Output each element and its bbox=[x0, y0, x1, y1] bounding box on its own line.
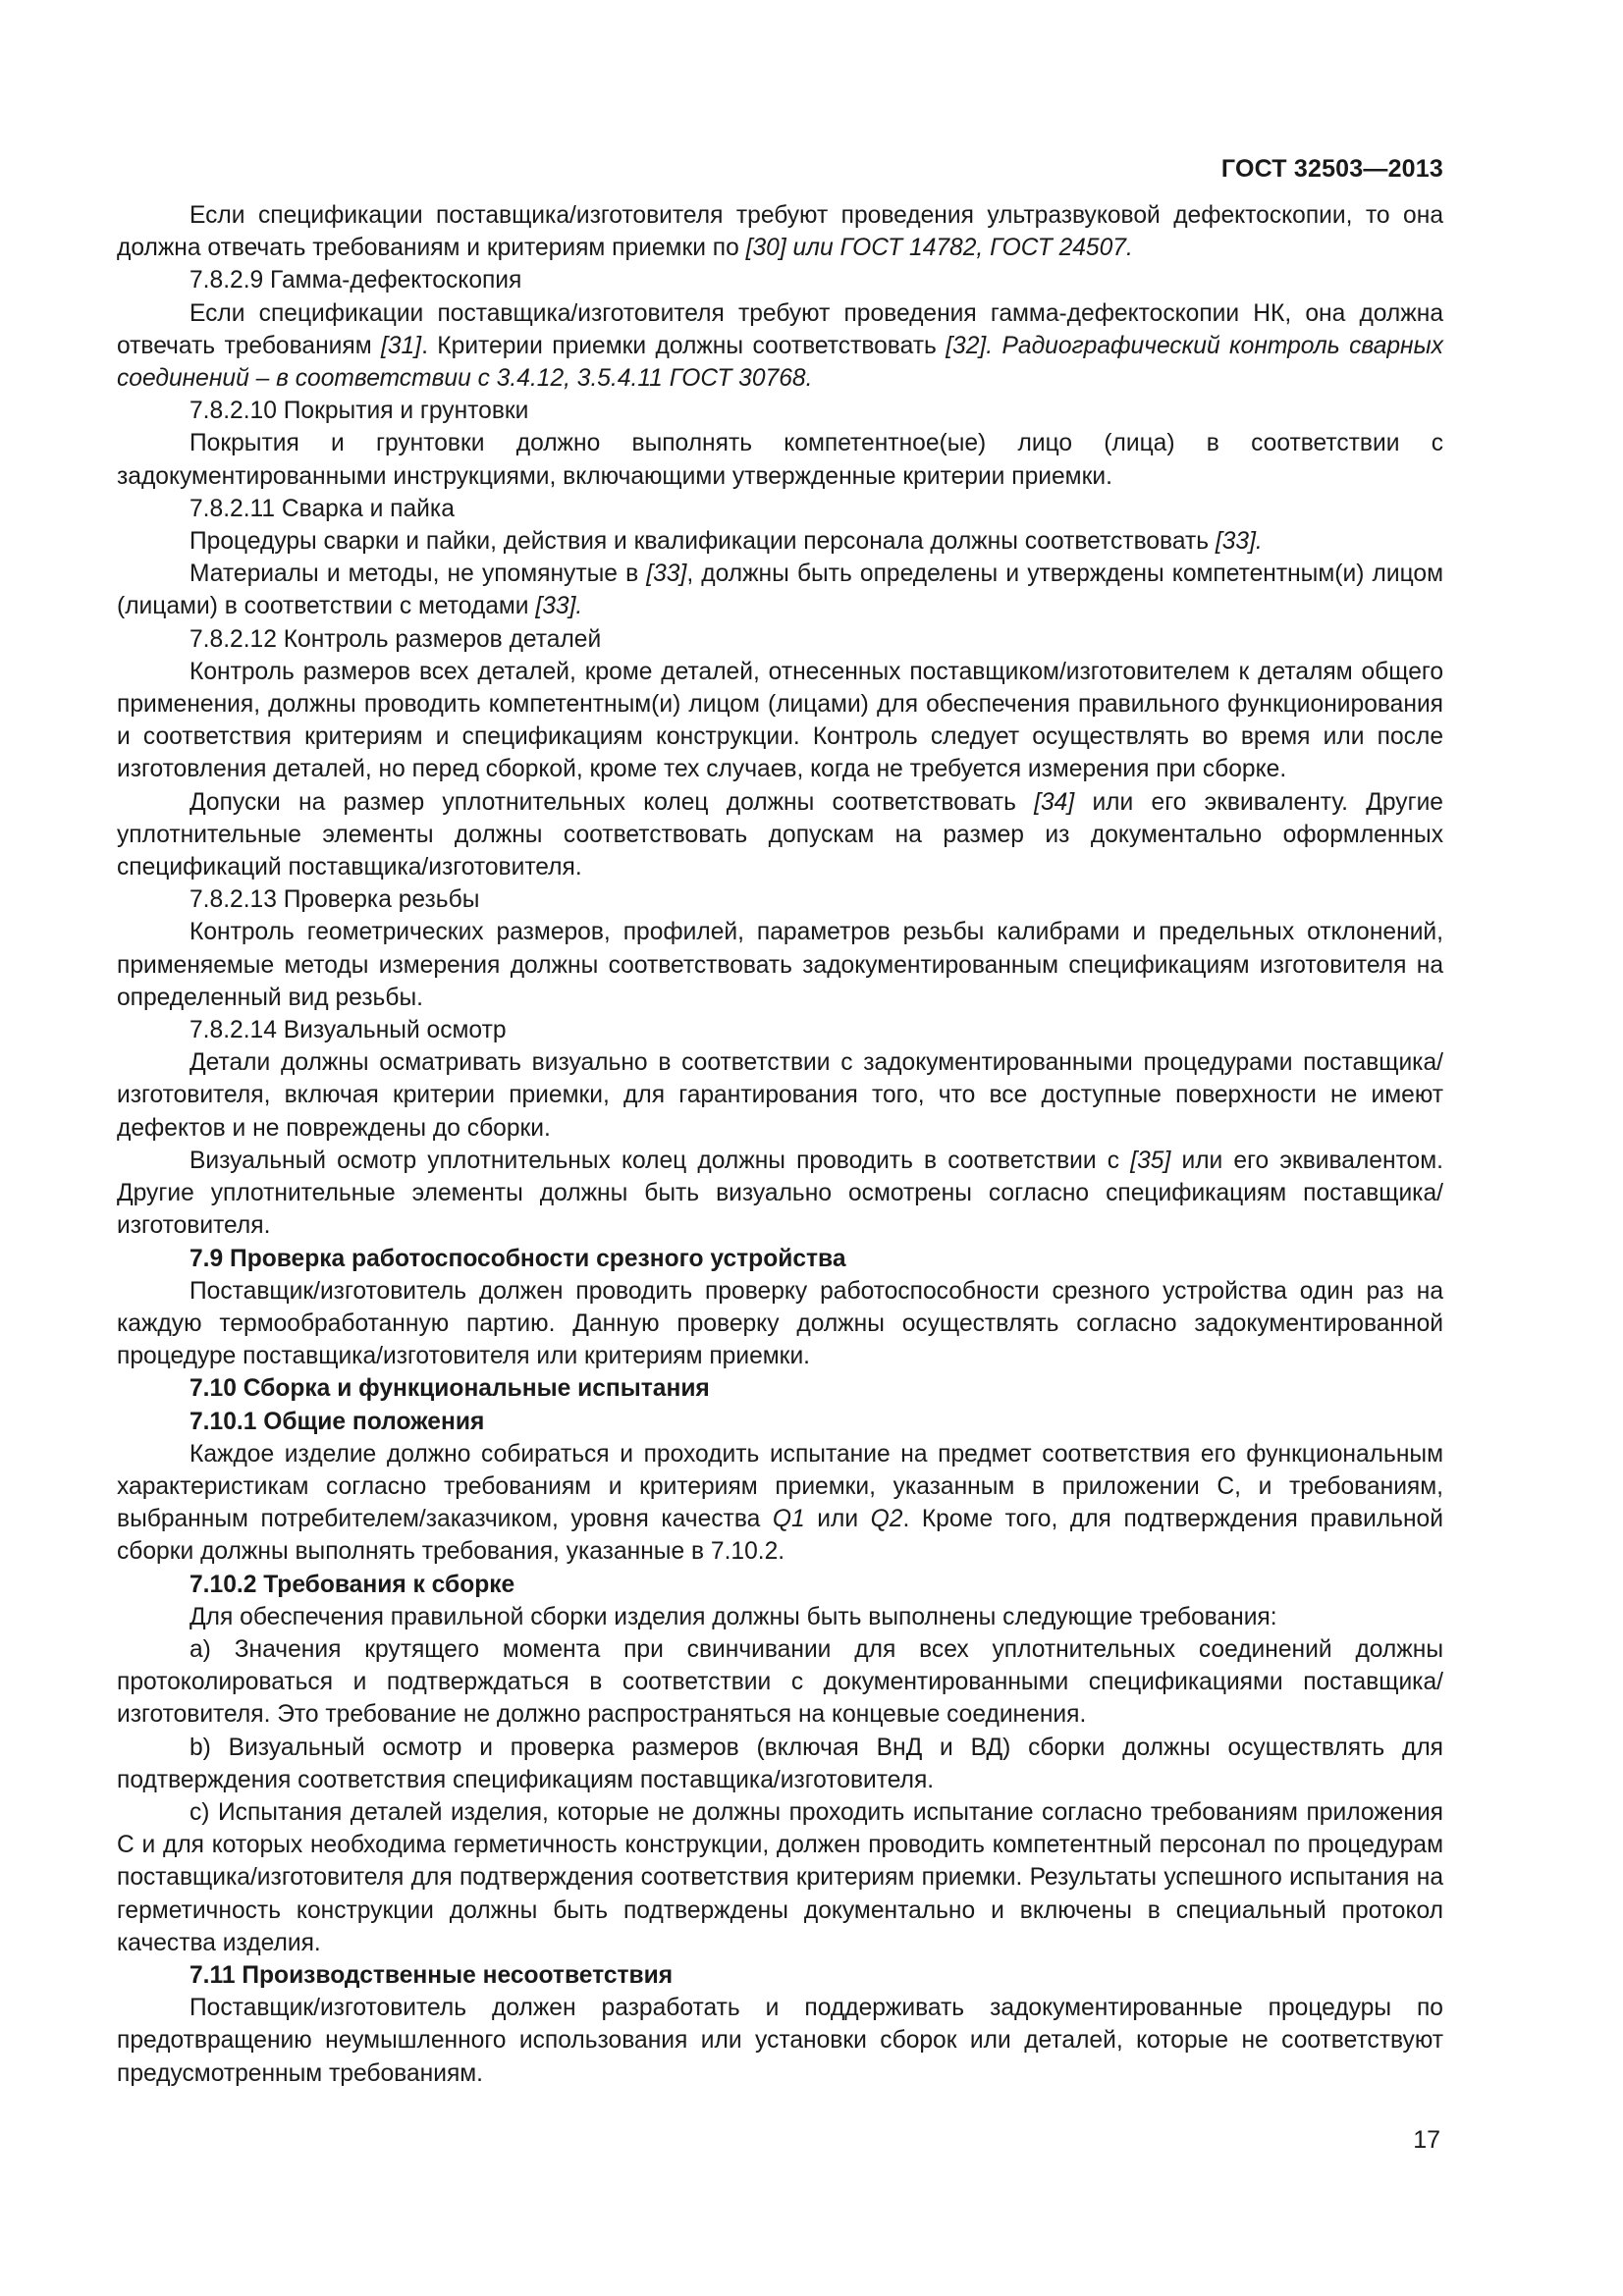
paragraph-coatings: Покрытия и грунтовки должно выполнять компетентное(ые) лицо (лица) в соответствии с задокументированными инструкциями, включающими утвержденные критерии приемки. bbox=[117, 430, 1443, 490]
paragraph-seal-ring-tolerances: Допуски на размер уплотнительных колец должны соответствовать [34] или его эквиваленту. Другие уплотнительные элементы должны соответствовать допускам на размер из документально оформленных спецификаций поставщика/изготовителя. bbox=[117, 788, 1443, 881]
paragraph-shear-device-check: Поставщик/изготовитель должен проводить проверку работоспособности срезного устройства один раз на каждую термообработанную партию. Данную проверку должны осуществлять согласно задокументированной процедуре поставщика/изготовителя или критериям приемки. bbox=[117, 1277, 1443, 1370]
clause-7-8-2-11-title: 7.8.2.11 Сварка и пайка bbox=[189, 495, 455, 522]
section-7-10-1-heading: 7.10.1 Общие положения bbox=[189, 1408, 485, 1435]
section-7-11-heading: 7.11 Производственные несоответствия bbox=[189, 1961, 674, 1989]
paragraph-assembly-requirements-intro: Для обеспечения правильной сборки изделия должны быть выполнены следующие требования: bbox=[189, 1603, 1277, 1630]
page-number: 17 bbox=[1413, 2126, 1440, 2154]
document-code-header: ГОСТ 32503—2013 bbox=[1220, 155, 1443, 183]
list-item-c-part-testing: с) Испытания деталей изделия, которые не должны проходить испытание согласно требованиям приложения С и для которых необходима герметичность конструкции, должен проводить компетентный персонал по процедурам поставщика/изготовителя для подтверждения соответствия критериям приемки. Результаты успешного испытания на герметичность конструкции должны быть подтверждены документально и включены в специальный протокол качества изделия. bbox=[117, 1798, 1443, 1956]
paragraph-ultrasonic-inspection: Если спецификации поставщика/изготовителя требуют проведения ультразвуковой дефектоскопии, то она должна отвечать требованиям и критериям приемки по [30] или ГОСТ 14782, ГОСТ 24507. bbox=[117, 202, 1443, 262]
clause-7-8-2-14-title: 7.8.2.14 Визуальный осмотр bbox=[189, 1017, 507, 1044]
paragraph-visual-inspection: Детали должны осматривать визуально в соответствии с задокументированными процедурами поставщика/изготовителя, включая критерии приемки, для гарантирования того, что все доступные поверхности не имеют дефектов и не повреждены до сборки. bbox=[117, 1049, 1443, 1142]
document-body bbox=[117, 199, 1443, 2090]
paragraph-seal-ring-visual: Визуальный осмотр уплотнительных колец должны проводить в соответствии с [35] или его эквивалентом. Другие уплотнительные элементы должны быть визуально осмотрены согласно спецификациям поставщика/изготовителя. bbox=[117, 1147, 1443, 1240]
paragraph-dimension-control: Контроль размеров всех деталей, кроме деталей, отнесенных поставщиком/изготовителем к деталям общего применения, должны проводить компетентным(и) лицом (лицами) для обеспечения правильного функционирования и соответствия критериям и спецификациям конструкции. Контроль следует осуществлять во время или после изготовления деталей, но перед сборкой, кроме тех случаев, когда не требуется измерения при сборке. bbox=[117, 658, 1443, 783]
clause-7-8-2-10-title: 7.8.2.10 Покрытия и грунтовки bbox=[189, 398, 529, 425]
paragraph-assembly-testing: Каждое изделие должно собираться и проходить испытание на предмет соответствия его функциональным характеристикам согласно требованиям и критериям приемки, указанным в приложении С, и требованиям, выбранным потребителем/заказчиком, уровня качества Q1 или Q2. Кроме того, для подтверждения правильной сборки должны выполнять требования, указанные в 7.10.2. bbox=[117, 1440, 1443, 1566]
section-7-10-2-heading: 7.10.2 Требования к сборке bbox=[189, 1571, 515, 1598]
paragraph-welding-procedures: Процедуры сварки и пайки, действия и квалификации персонала должны соответствовать [33]. bbox=[189, 528, 1263, 556]
paragraph-thread-inspection: Контроль геометрических размеров, профилей, параметров резьбы калибрами и предельных отклонений, применяемые методы измерения должны соответствовать задокументированным спецификациям изготовителя на определенный вид резьбы. bbox=[117, 919, 1443, 1011]
clause-7-8-2-9-title: 7.8.2.9 Гамма-дефектоскопия bbox=[189, 267, 522, 294]
paragraph-gamma-inspection: Если спецификации поставщика/изготовителя требуют проведения гамма-дефектоскопии НК, она должна отвечать требованиям [31]. Критерии приемки должны соответствовать [32]. Радиографический контроль сварных соединений – в соответствии с 3.4.12, 3.5.4.11 ГОСТ 30768. bbox=[117, 299, 1443, 393]
list-item-a-torque: а) Значения крутящего момента при свинчивании для всех уплотнительных соединений должны протоколироваться и подтверждаться в соответствии с документированными спецификациями поставщика/изготовителя. Это требование не должно распространяться на концевые соединения. bbox=[117, 1635, 1443, 1729]
section-7-9-heading: 7.9 Проверка работоспособности срезного устройства bbox=[189, 1245, 846, 1272]
clause-7-8-2-12-title: 7.8.2.12 Контроль размеров деталей bbox=[189, 625, 602, 653]
list-item-b-visual-dimensions: b) Визуальный осмотр и проверка размеров (включая ВнД и ВД) сборки должны осуществлять для подтверждения соответствия спецификациям поставщика/изготовителя. bbox=[117, 1734, 1443, 1793]
clause-7-8-2-13-title: 7.8.2.13 Проверка резьбы bbox=[189, 886, 480, 914]
paragraph-nonconformities: Поставщик/изготовитель должен разработать и поддерживать задокументированные процедуры по предотвращению неумышленного использования или установки сборок или деталей, которые не соответствуют предусмотренным требованиям. bbox=[117, 1995, 1443, 2087]
section-7-10-heading: 7.10 Сборка и функциональные испытания bbox=[189, 1375, 710, 1403]
paragraph-welding-materials: Материалы и методы, не упомянутые в [33], должны быть определены и утверждены компетентным(и) лицом (лицами) в соответствии с методами [33]. bbox=[117, 561, 1443, 620]
